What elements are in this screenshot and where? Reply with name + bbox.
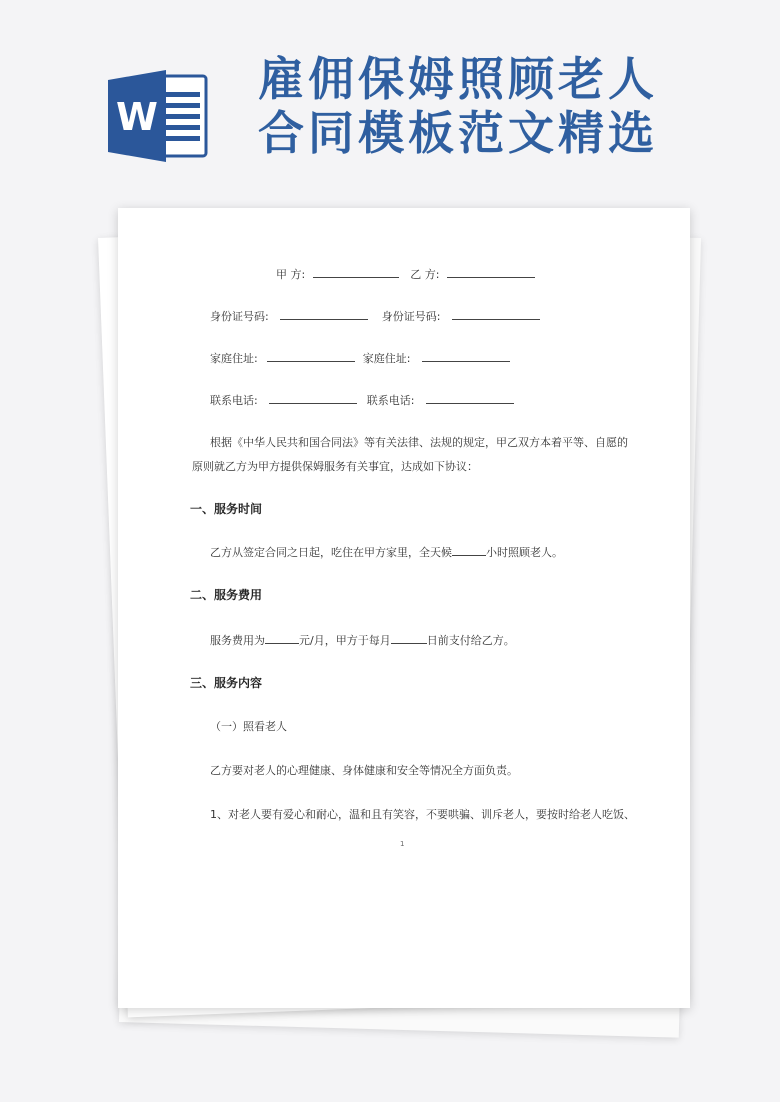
svg-text:W: W [116,95,158,139]
party-a-label: 甲 方: [276,268,306,281]
page-title [258,52,758,160]
party-b-label: 乙 方: [410,268,440,281]
id-line [210,308,540,324]
title-line-2: 合同模板范文精选 [258,106,658,160]
section-2-title: 二、服务费用 [190,588,263,602]
sec1-text-b: 小时照顾老人。 [486,546,563,559]
phone-a-label: 联系电话: [210,394,258,407]
party-b-blank[interactable] [447,267,535,278]
section-3-title: 三、服务内容 [190,676,263,690]
id-b-label: 身份证号码: [381,310,441,323]
party-line [276,266,535,282]
id-b-blank[interactable] [452,309,540,320]
sec2-text-a: 服务费用为 [210,634,265,647]
addr-a-blank[interactable] [267,351,355,362]
intro-line-2: 原则就乙方为甲方提供保姆服务有关事宜，达成如下协议： [192,460,478,473]
id-a-blank[interactable] [280,309,368,320]
hours-blank[interactable] [452,545,486,556]
address-line [210,350,510,366]
pay-day-blank[interactable] [391,633,427,644]
intro-line-1: 根据《中华人民共和国合同法》等有关法律、法规的规定，甲乙双方本着平等、自愿的 [210,436,628,449]
fee-blank[interactable] [265,633,299,644]
section-3-paragraph-1: 乙方要对老人的心理健康、身体健康和安全等情况全方面负责。 [210,764,518,777]
phone-a-blank[interactable] [269,393,357,404]
document-page [118,208,690,1008]
sec2-text-b: 元/月，甲方于每月 [299,634,391,647]
addr-a-label: 家庭住址: [210,352,258,365]
section-1-title: 一、服务时间 [190,502,263,516]
phone-b-blank[interactable] [426,393,514,404]
sec2-text-c: 日前支付给乙方。 [426,634,515,647]
party-a-blank[interactable] [313,267,399,278]
section-2-text [210,632,515,648]
phone-b-label: 联系电话: [366,394,415,407]
addr-b-blank[interactable] [422,351,510,362]
section-3-subtitle: （一）照看老人 [210,720,287,733]
phone-line [210,392,514,408]
id-a-label: 身份证号码: [210,310,269,323]
section-3-paragraph-2: 1、对老人要有爱心和耐心，温和且有笑容，不要哄骗、训斥老人，要按时给老人吃饭、 [210,808,635,821]
addr-b-label: 家庭住址: [362,352,411,365]
title-line-1: 雇佣保姆照顾老人 [258,52,658,106]
word-document-icon [108,70,208,162]
sec1-text-a: 乙方从签定合同之日起，吃住在甲方家里，全天候 [210,546,452,559]
page-number: 1 [400,840,405,848]
section-1-text [210,544,563,560]
